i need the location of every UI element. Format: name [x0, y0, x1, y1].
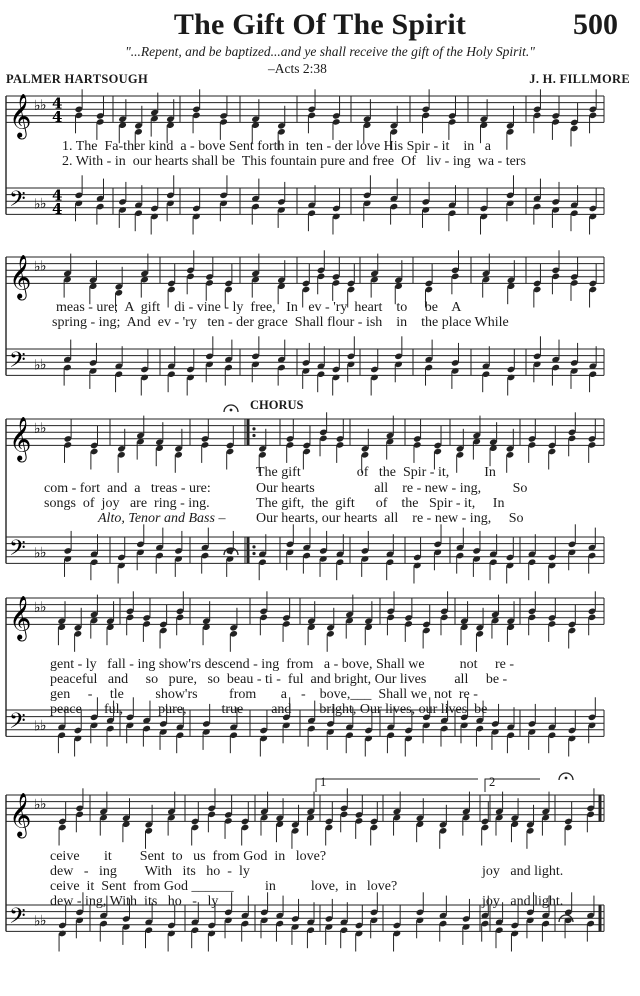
- scripture-quote: "...Repent, and be baptized...and ye shall receive the gift of the Holy Spirit.": [125, 44, 535, 59]
- lyric-line-verse-2: spring - ing; And ev - 'ry ten - der grace Shall flour - ish in the place While: [52, 315, 509, 330]
- lyric-line-4d: peace - ful, pure, true and bright, Our lives, our lives be -: [50, 702, 496, 717]
- treble-clef: 𝄞: [9, 416, 32, 461]
- lyric-line-5d: dew - ing, With its ho - ly: [50, 894, 219, 909]
- flat-sign: ♭: [34, 357, 41, 374]
- bass-clef: 𝄢: [9, 187, 26, 217]
- lyric-line-5b-ending: joy and light.: [482, 864, 564, 879]
- composer-credit: J. H. FILLMORE: [529, 72, 630, 86]
- flat-sign: ♭: [34, 258, 41, 275]
- fermata-dot: [230, 552, 233, 555]
- lyric-line-chorus-verse-1: Our hearts all re - new - ing, So: [256, 481, 528, 496]
- lyric-line-4b: peaceful and so pure, so beau - ti - ful and bright, Our lives all be -: [50, 672, 508, 687]
- bass-clef: 𝄢: [9, 536, 26, 566]
- voice-part-label: Alto, Tenor and Bass –: [98, 511, 226, 526]
- treble-clef: 𝄞: [9, 254, 32, 299]
- treble-clef: 𝄞: [9, 595, 32, 640]
- flat-sign: ♭: [40, 97, 47, 114]
- treble-clef: 𝄞: [9, 792, 32, 837]
- flat-sign: ♭: [40, 718, 47, 735]
- flat-sign: ♭: [34, 913, 41, 930]
- treble-clef: 𝄞: [9, 93, 32, 138]
- lyric-line-verse-2: songs of joy are ring - ing.: [44, 496, 210, 511]
- bass-clef: 𝄢: [9, 348, 26, 378]
- hymn-number: 500: [573, 8, 618, 41]
- chorus-label: CHORUS: [250, 398, 304, 412]
- lyricist-credit: PALMER HARTSOUGH: [6, 72, 148, 86]
- bass-clef: 𝄢: [9, 709, 26, 739]
- lyric-line-5d-ending: joy and light.: [482, 894, 564, 909]
- flat-sign: ♭: [34, 545, 41, 562]
- second-ending-number: 2: [489, 775, 496, 789]
- lyric-line-verse-1: meas - ure; A gift di - vine - ly free, In ev - 'ry heart to be A: [56, 300, 462, 315]
- flat-sign: ♭: [40, 196, 47, 213]
- flat-sign: ♭: [40, 796, 47, 813]
- hymn-title: The Gift Of The Spirit: [173, 8, 467, 41]
- lyric-line-4c: gen - tle show'rs from a - bove,___ Shall we not re -: [50, 687, 478, 702]
- fermata-dot: [230, 409, 233, 412]
- repeat-dot: [252, 434, 255, 437]
- bass-clef: 𝄢: [9, 904, 26, 934]
- fermata-dot: [565, 777, 568, 780]
- time-signature: 4: [52, 186, 63, 205]
- scripture-reference: –Acts 2:38: [268, 61, 327, 76]
- flat-sign: ♭: [40, 258, 47, 275]
- flat-sign: ♭: [34, 97, 41, 114]
- lyric-line-5b: dew - ing With its ho - ly: [50, 864, 250, 879]
- flat-sign: ♭: [40, 545, 47, 562]
- flat-sign: ♭: [34, 196, 41, 213]
- lyric-line-chorus-verse-2: The gift, the gift of the Spir - it, In: [256, 496, 505, 511]
- time-signature: 4: [52, 107, 63, 126]
- flat-sign: ♭: [34, 599, 41, 616]
- lyric-line-chorus-soprano: The gift of the Spir - it, In: [256, 465, 496, 480]
- flat-sign: ♭: [40, 599, 47, 616]
- repeat-dot: [252, 552, 255, 555]
- first-ending-number: 1: [320, 775, 327, 789]
- lyric-line-5c: ceive it Sent from God ______ in love, in love?: [50, 879, 398, 894]
- flat-sign: ♭: [34, 796, 41, 813]
- repeat-dot: [252, 545, 255, 548]
- lyric-line-4a: gent - ly fall - ing show'rs descend - ing from a - bove, Shall we not re -: [50, 657, 515, 672]
- first-ending-bracket: [316, 779, 478, 792]
- repeat-dot: [252, 427, 255, 430]
- time-signature: 4: [52, 94, 63, 113]
- time-signature: 4: [52, 199, 63, 218]
- lyric-line-verse-1: 1. The Fa-ther kind a - bove Sent forth in ten - der love His Spir - it in a: [62, 139, 491, 154]
- flat-sign: ♭: [34, 420, 41, 437]
- lyric-line-chorus-atb: Our hearts, our hearts all re - new - ing, So: [256, 511, 524, 526]
- fermata-dot: [565, 919, 568, 922]
- lyric-line-verse-2: 2. With - in our hearts shall be This fountain pure and free Of liv - ing wa - ters: [62, 154, 526, 169]
- lyric-line-verse-1: com - fort and a treas - ure:: [44, 481, 211, 496]
- flat-sign: ♭: [34, 718, 41, 735]
- flat-sign: ♭: [40, 420, 47, 437]
- flat-sign: ♭: [40, 913, 47, 930]
- flat-sign: ♭: [40, 357, 47, 374]
- lyric-line-5a: ceive it Sent to us from God in love?: [50, 849, 327, 864]
